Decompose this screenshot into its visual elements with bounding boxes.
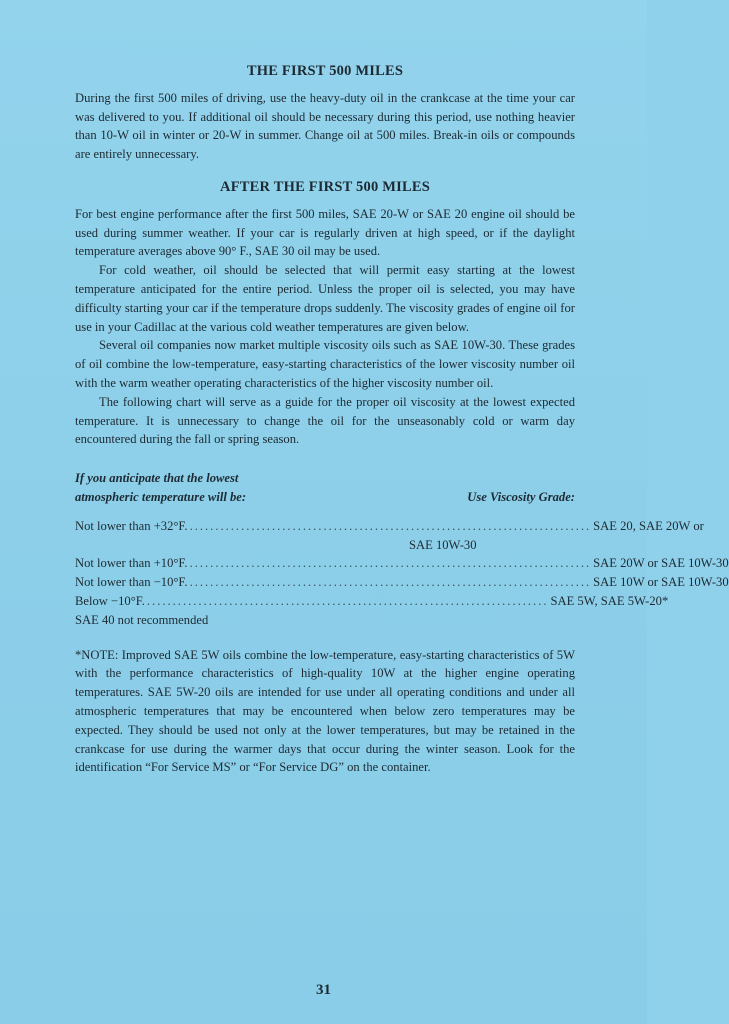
leader-dots: .............................................................................. — [189, 575, 592, 590]
row-grade: SAE 20W or SAE 10W-30 — [593, 556, 729, 571]
row-condition: Below −10°F. — [75, 593, 145, 608]
chart-header-temperature-line2: atmospheric temperature will be: — [75, 489, 247, 504]
chart-row — [75, 573, 729, 592]
row-grade: SAE 5W, SAE 5W-20* — [550, 593, 669, 608]
viscosity-chart — [75, 469, 729, 629]
chart-row — [75, 554, 729, 573]
paragraph-multiple-viscosity: Several oil companies now market multiple viscosity oils such as SAE 10W-30. These grades of oil combine the low-temperature, easy-starting characteristics of the lower viscosity number oil with the warm weather operating characteristics of the higher viscosity number oil. — [75, 338, 575, 390]
paragraph-best-performance: For best engine performance after the first 500 miles, SAE 20-W or SAE 20 engine oil should be used during summer weather. If your car is regularly driven at high speed, or if the daylight temperature averages above 90° F., SAE 30 oil may be used. — [75, 206, 575, 259]
row-grade: SAE 10W or SAE 10W-30 — [593, 575, 729, 590]
row-grade: SAE 20, SAE 20W or — [593, 518, 704, 533]
leader-dots: .............................................................................. — [189, 556, 592, 571]
note-paragraph: *NOTE: Improved SAE 5W oils combine the low-temperature, easy-starting characteristics of 5W with the performance characteristics of high-quality 10W at the higher engine operating temperatures. SAE 5W-20 oils are intended for use under all operating conditions and under all atmospheric temperatures that may be encountered when below zero temperatures may be expected. They should be used not only at the lower temperatures, but may be retained in the crankcase for use during the warmer days that occur during the winter season. Look for the identification “For Service MS” or “For Service DG” on the container. — [75, 647, 575, 775]
chart-rows — [75, 517, 729, 630]
row-condition: Not lower than +32°F. — [75, 518, 188, 533]
page-number: 31 — [316, 982, 331, 998]
leader-dots: .............................................................................. — [189, 518, 592, 533]
chart-header — [75, 469, 575, 507]
chart-row — [75, 592, 669, 611]
paragraph-chart-guide: The following chart will serve as a guide for the proper oil viscosity at the lowest expected temperature. It is unnecessary to change the oil for the unseasonably cold or warm day encountered during the fall or spring season. — [75, 394, 575, 447]
row-condition: Not lower than +10°F. — [75, 556, 188, 571]
paragraph-first-500-miles: During the first 500 miles of driving, use the heavy-duty oil in the crankcase at the time your car was delivered to you. If additional oil should be necessary during this period, use nothing heavier than 10-W oil in winter or 20-W in summer. Change oil at 500 miles. Break-in oils or compounds are entirely unnecessary. — [75, 90, 575, 162]
leader-dots: .............................................................................. — [146, 593, 549, 608]
paragraph-cold-weather: For cold weather, oil should be selected that will permit easy starting at the lowest temperature anticipated for the entire period. Unless the proper oil is selected, you may have difficulty starting your car if the temperature drops suddenly. The viscosity grades of engine oil for use in your Cadillac at the various cold weather temperatures are given below. — [75, 263, 575, 334]
page-content — [75, 62, 729, 777]
chart-row — [75, 517, 704, 536]
row-condition: Not lower than −10°F. — [75, 575, 188, 590]
heading-first-500-miles: THE FIRST 500 MILES — [246, 63, 404, 79]
chart-header-temperature-line1: If you anticipate that the lowest — [75, 471, 239, 486]
chart-footer-note: SAE 40 not recommended — [75, 612, 209, 627]
chart-header-temperature — [75, 469, 335, 507]
heading-after-first-500-miles: AFTER THE FIRST 500 MILES — [220, 178, 430, 195]
row-grade-continued: SAE 10W-30 — [409, 537, 477, 552]
chart-header-grade: Use Viscosity Grade: — [467, 489, 575, 504]
